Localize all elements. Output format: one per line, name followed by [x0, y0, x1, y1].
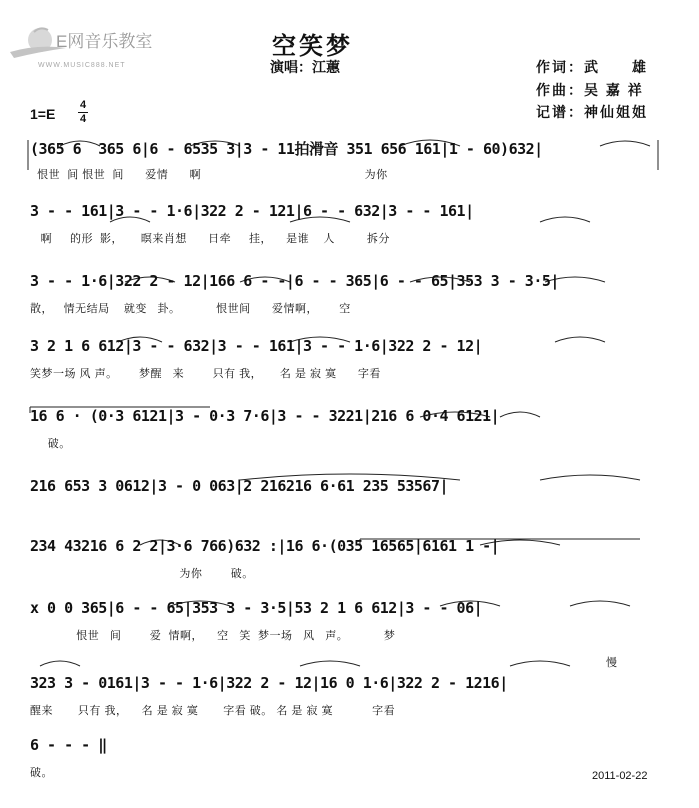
song-title: 空笑梦: [272, 33, 353, 60]
notation-line: x 0 0 365|6 - - 65|353 3 - 3·5|53 2 1 6 612|3 - - 06|: [30, 599, 483, 617]
lyric-line: 笑梦一场 风 声。 梦醒 来 只有 我， 名 是 寂 寞 字看: [30, 368, 381, 380]
lyric-line: 醒来 只有 我， 名 是 寂 寞 字看 破。 名 是 寂 寞 字看: [30, 705, 396, 717]
logo-name: E网音乐教室: [56, 32, 153, 51]
logo-url: WWW.MUSIC888.NET: [38, 62, 126, 69]
notation-line: 3 2 1 6 612|3 - - 632|3 - - 161|3 - - 1·6|322 2 - 12|: [30, 337, 483, 355]
lyric-line: 为你 破。: [30, 568, 254, 580]
notation-line: 16 6 · (0·3 6121|3 - 0·3 7·6|3 - - 3221|216 6 0·4 6121|: [30, 407, 500, 425]
notation-line: 3 - - 161|3 - - 1·6|322 2 - 121|6 - - 632|3 - - 161|: [30, 202, 474, 220]
key-signature: 1=E: [30, 106, 56, 122]
lyric-line: 破。: [30, 767, 53, 779]
notation-line: 216 653 3 0612|3 - 0 063|2 216216 6·61 235 53567|: [30, 477, 449, 495]
time-bottom: 4: [79, 113, 87, 125]
lyric-line: 恨世 间 恨世 间 爱情 啊 为你: [30, 169, 388, 181]
notation-line: 3 - - 1·6|322 2 - 12|166 6 - -|6 - - 365|6 - - 65|353 3 - 3·5|: [30, 272, 559, 290]
notation-line: (365 6 365 6|6 - 6535 3|3 - 11拍滑音 351 656 161|1 - 60)632|: [30, 140, 543, 158]
lyric-line: 啊 的形 影， 暝来肖想 日牵 挂， 是谁 人 拆分: [30, 233, 390, 245]
singer: 演唱：江蕙: [270, 59, 340, 75]
notation-line: 234 43216 6 2 2|3·6 766)632 :|16 6·(035 16565|6161 1 -|: [30, 537, 500, 555]
composer: 作曲：吴 嘉 祥: [536, 82, 644, 98]
lyric-line: 散， 情无结局 就变 卦。 恨世间 爱情啊， 空: [30, 303, 351, 315]
tempo-marking: 慢: [606, 657, 618, 669]
lyric-line: 恨世 间 爱 情啊， 空 笑 梦一场 风 声。 梦: [30, 630, 396, 642]
time-top: 4: [79, 99, 87, 111]
notation-line: 6 - - - ‖: [30, 736, 107, 754]
lyric-line: 破。: [30, 438, 71, 450]
lyricist: 作词：武 雄: [536, 59, 648, 75]
date-stamp: 2011-02-22: [592, 770, 648, 782]
transcriber: 记谱：神仙姐姐: [536, 104, 648, 120]
notation-line: 323 3 - 0161|3 - - 1·6|322 2 - 12|16 0 1·6|322 2 - 1216|: [30, 674, 508, 692]
